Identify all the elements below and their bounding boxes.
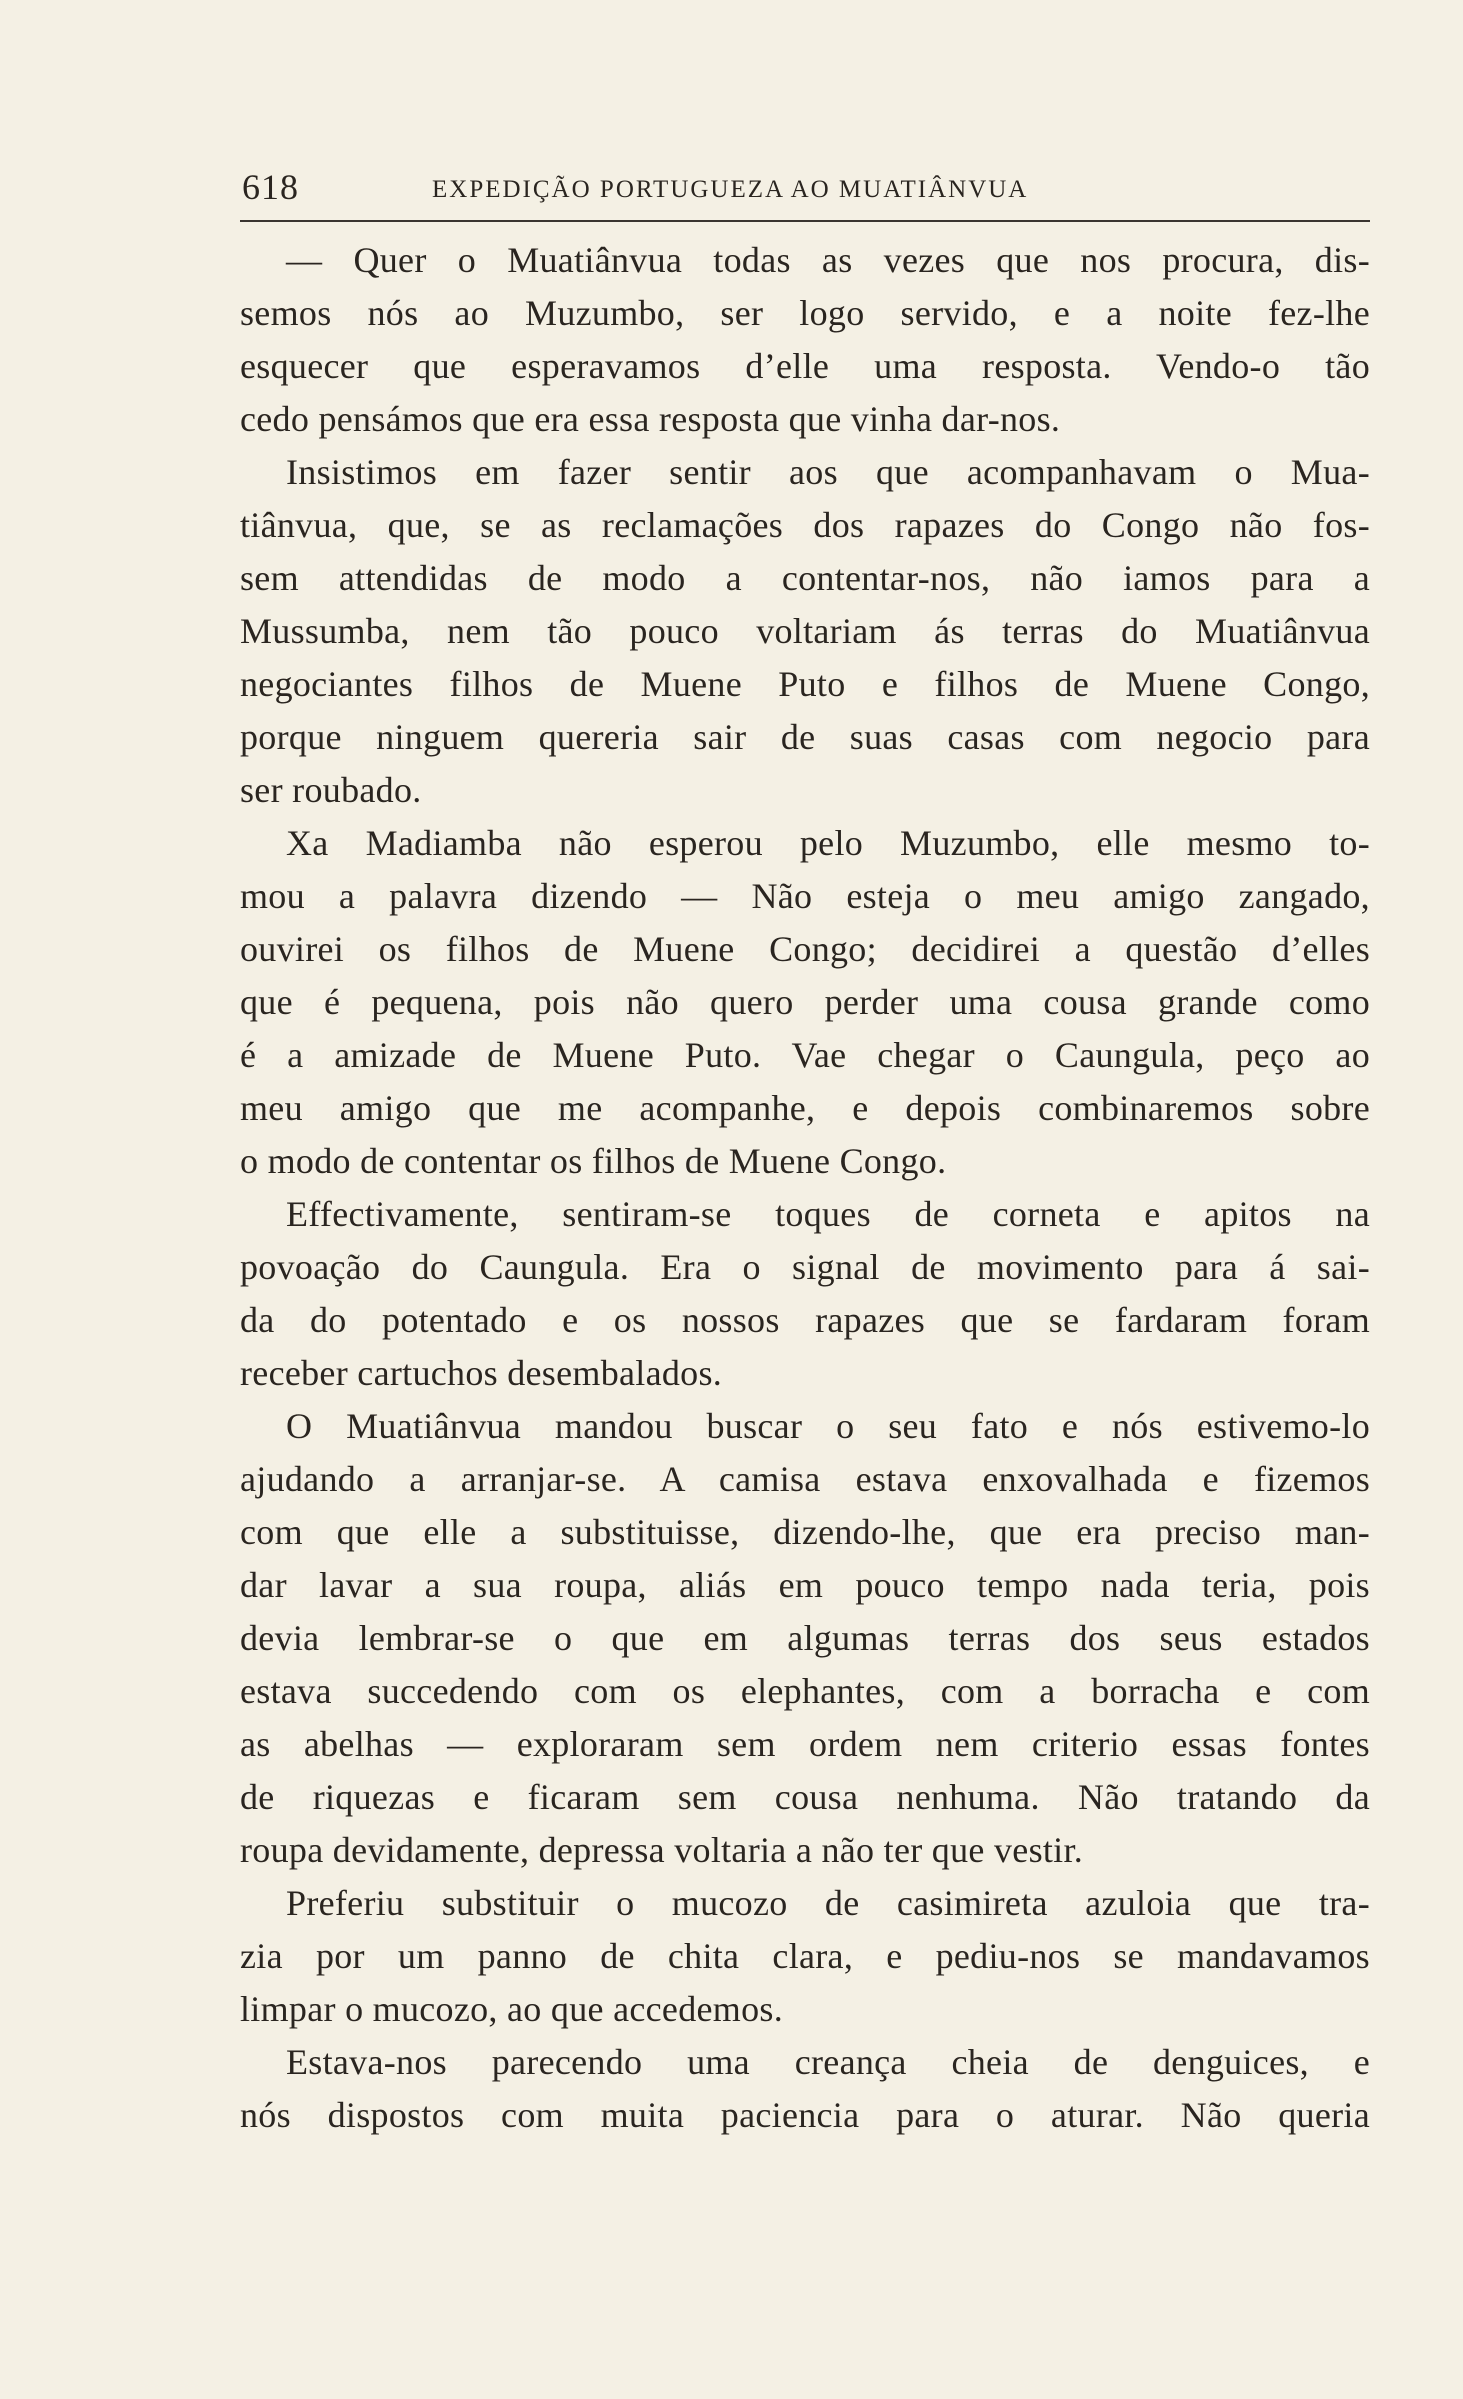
text-line: meu amigo que me acompanhe, e depois combinaremos sobre [240,1088,1370,1128]
text-line: nós dispostos com muita paciencia para o aturar. Não queria [240,2095,1370,2135]
text-line: O Muatiânvua mandou buscar o seu fato e nós estivemo-lo [286,1406,1370,1446]
text-line: Xa Madiamba não esperou pelo Muzumbo, elle mesmo to- [286,823,1370,863]
text-line: roupa devidamente, depressa voltaria a não ter que vestir. [240,1830,1084,1870]
text-line: semos nós ao Muzumbo, ser logo servido, e a noite fez-lhe [240,293,1370,333]
page-number: 618 [242,167,299,207]
text-line: é a amizade de Muene Puto. Vae chegar o Caungula, peço ao [240,1035,1370,1075]
text-line: Preferiu substituir o mucozo de casimireta azuloia que tra- [286,1883,1370,1923]
text-line: estava succedendo com os elephantes, com a borracha e com [240,1671,1370,1711]
text-line: Mussumba, nem tão pouco voltariam ás terras do Muatiânvua [240,611,1370,651]
text-line: Estava-nos parecendo uma creança cheia de denguices, e [286,2042,1370,2082]
running-head [240,160,1370,222]
text-line: de riquezas e ficaram sem cousa nenhuma. Não tratando da [240,1777,1370,1817]
text-line: sem attendidas de modo a contentar-nos, não iamos para a [240,558,1370,598]
running-title: EXPEDIÇÃO PORTUGUEZA AO MUATIÂNVUA [432,176,1029,203]
text-line: esquecer que esperavamos d’elle uma resposta. Vendo-o tão [240,346,1370,386]
text-line: ser roubado. [240,770,422,810]
text-line: povoação do Caungula. Era o signal de movimento para á sai- [240,1247,1370,1287]
text-line: limpar o mucozo, ao que accedemos. [240,1989,783,2029]
body-text [240,234,1370,2142]
text-line: as abelhas — exploraram sem ordem nem criterio essas fontes [240,1724,1370,1764]
text-line: — Quer o Muatiânvua todas as vezes que nos procura, dis- [286,240,1370,280]
text-line: o modo de contentar os filhos de Muene Congo. [240,1141,947,1181]
text-line: com que elle a substituisse, dizendo-lhe, que era preciso man- [240,1512,1370,1552]
text-line: ouvirei os filhos de Muene Congo; decidirei a questão d’elles [240,929,1370,969]
text-line: zia por um panno de chita clara, e pediu-nos se mandavamos [240,1936,1370,1976]
text-line: mou a palavra dizendo — Não esteja o meu amigo zangado, [240,876,1370,916]
text-line: cedo pensámos que era essa resposta que vinha dar-nos. [240,399,1061,439]
text-line: Insistimos em fazer sentir aos que acompanhavam o Mua- [286,452,1370,492]
text-line: da do potentado e os nossos rapazes que se fardaram foram [240,1300,1370,1340]
text-line: receber cartuchos desembalados. [240,1353,723,1393]
text-line: negociantes filhos de Muene Puto e filhos de Muene Congo, [240,664,1370,704]
text-line: ajudando a arranjar-se. A camisa estava enxovalhada e fizemos [240,1459,1370,1499]
text-line: tiânvua, que, se as reclamações dos rapazes do Congo não fos- [240,505,1370,545]
text-line: porque ninguem quereria sair de suas casas com negocio para [240,717,1370,757]
text-line: Effectivamente, sentiram-se toques de corneta e apitos na [286,1194,1370,1234]
text-line: devia lembrar-se o que em algumas terras dos seus estados [240,1618,1370,1658]
text-line: dar lavar a sua roupa, aliás em pouco tempo nada teria, pois [240,1565,1370,1605]
book-page [240,160,1370,2142]
text-line: que é pequena, pois não quero perder uma cousa grande como [240,982,1370,1022]
